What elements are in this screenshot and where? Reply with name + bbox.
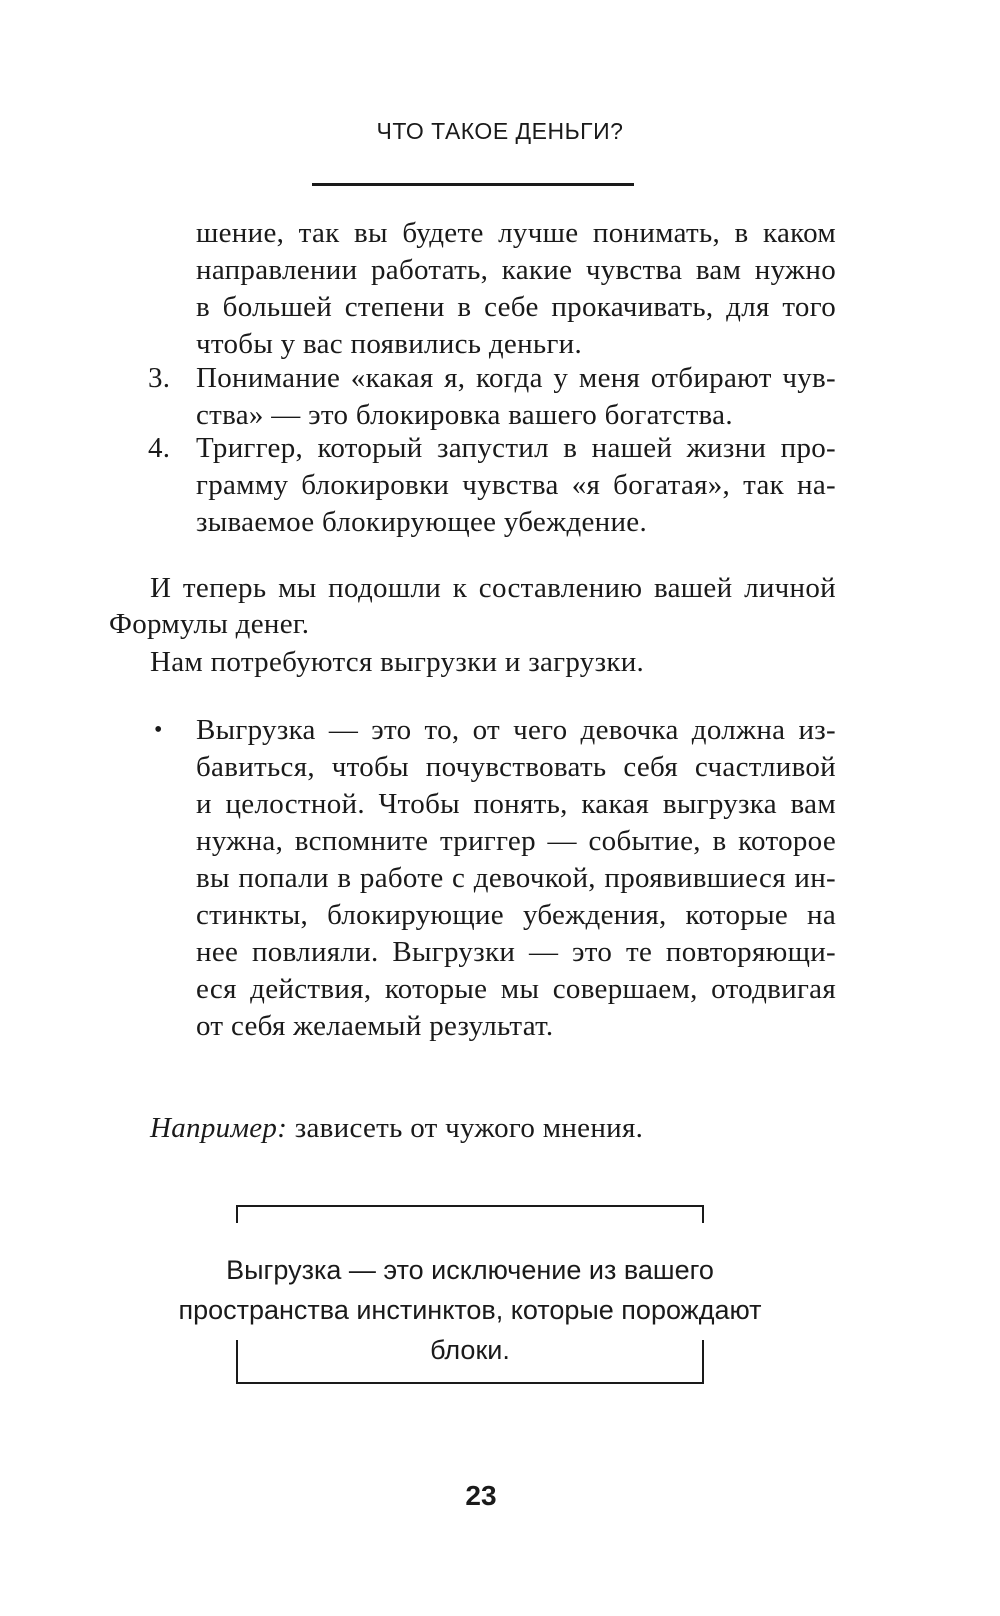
text-line: направлении работать, какие чувства вам нужно bbox=[196, 254, 836, 286]
text-line: зываемое блокирующее убеждение. bbox=[196, 506, 648, 538]
text-line: нужна, вспомните триггер — событие, в которое bbox=[196, 825, 836, 857]
callout-line: Выгрузка — это исключение из вашего bbox=[226, 1255, 714, 1285]
text-line: ства» — это блокировка вашего богатства. bbox=[196, 399, 733, 431]
running-title: ЧТО ТАКОЕ ДЕНЬГИ? bbox=[376, 118, 624, 144]
list-item-3 bbox=[196, 360, 836, 434]
text-line: Нам потребуются выгрузки и загрузки. bbox=[150, 646, 645, 678]
text-line: Выгрузка — это то, от чего девочка должна из- bbox=[196, 714, 836, 746]
text-line: грамму блокировки чувства «я богатая», так на- bbox=[196, 469, 836, 501]
text-line: и целостной. Чтобы понять, какая выгрузка вам bbox=[196, 788, 836, 820]
paragraph-line bbox=[109, 606, 836, 643]
text-line: Понимание «какая я, когда у меня отбирают чув- bbox=[196, 362, 836, 394]
callout-line: блоки. bbox=[430, 1335, 510, 1365]
text-line: стинкты, блокирующие убеждения, которые на bbox=[196, 899, 836, 931]
paragraph-line bbox=[150, 570, 836, 607]
bullet-marker: • bbox=[154, 717, 163, 743]
example-line bbox=[150, 1110, 643, 1147]
header-rule bbox=[312, 183, 634, 186]
text-line: еся действия, которые мы совершаем, отодвигая bbox=[196, 973, 836, 1005]
list-number-3: 3. bbox=[148, 362, 171, 394]
example-label: Например: bbox=[150, 1112, 288, 1144]
callout-frame-bottom bbox=[236, 1340, 704, 1384]
text-line: чтобы у вас появились деньги. bbox=[196, 328, 583, 360]
text-line: в большей степени в себе прокачивать, для того bbox=[196, 291, 836, 323]
text-line: нее повлияли. Выгрузки — это те повторяющи- bbox=[196, 936, 836, 968]
text-line: вы попали в работе с девочкой, проявившиеся ин- bbox=[196, 862, 836, 894]
example-text: зависеть от чужого мнения. bbox=[287, 1112, 644, 1144]
text-line: Триггер, который запустил в нашей жизни про- bbox=[196, 432, 836, 464]
text-line: Формулы денег. bbox=[109, 608, 310, 640]
text-line: шение, так вы будете лучше понимать, в каком bbox=[196, 217, 836, 249]
callout-frame-top bbox=[236, 1205, 704, 1223]
bullet-item bbox=[196, 712, 836, 1045]
text-line: бавиться, чтобы почувствовать себя счастливой bbox=[196, 751, 836, 783]
text-line: от себя желаемый результат. bbox=[196, 1010, 554, 1042]
page-number: 23 bbox=[465, 1480, 497, 1511]
callout-line: пространства инстинктов, которые порождают bbox=[178, 1295, 762, 1325]
paragraph-line bbox=[150, 644, 836, 681]
list-item-4 bbox=[196, 430, 836, 541]
list-number-4: 4. bbox=[148, 432, 171, 464]
continued-list-item bbox=[196, 215, 836, 363]
text-line: И теперь мы подошли к составлению вашей личной bbox=[150, 572, 836, 604]
